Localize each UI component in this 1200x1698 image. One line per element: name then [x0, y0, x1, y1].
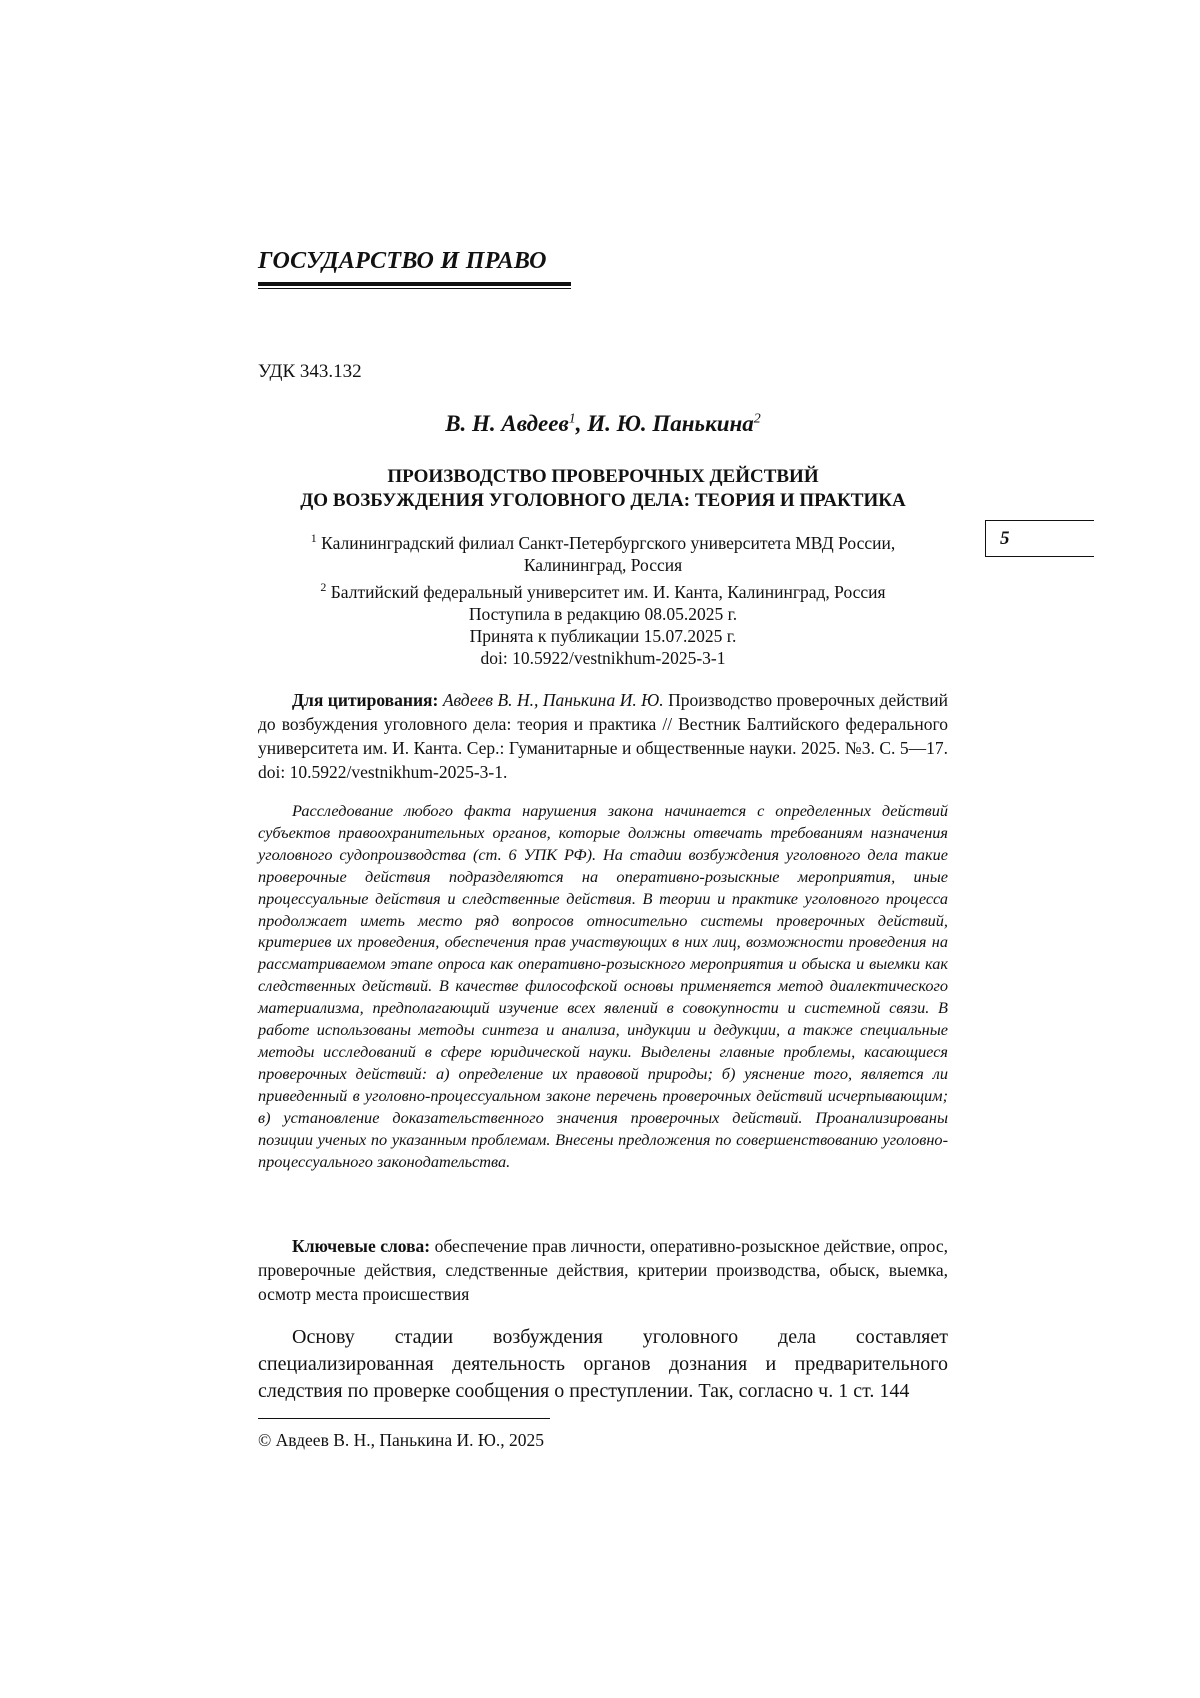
authors-line — [258, 411, 948, 437]
citation-label: Для цитирования: — [292, 690, 439, 710]
accepted-date: Принята к публикации 15.07.2025 г. — [469, 625, 737, 646]
doi: doi: 10.5922/vestnikhum-2025-3-1 — [480, 647, 726, 668]
keywords-text: обеспечение прав личности, оперативно-розыскное действие, опрос, проверочные действия, следственные действия, критерии производства, обыск, выемка, осмотр места происшествия — [258, 1236, 948, 1304]
page-number: 5 — [1000, 528, 1010, 549]
author-affiliation-mark: 1 — [568, 411, 576, 427]
article-title — [258, 465, 948, 513]
received-date: Поступила в редакцию 08.05.2025 г. — [468, 603, 738, 624]
page-number-box — [985, 520, 1094, 557]
author-name: И. Ю. Панькина — [587, 411, 754, 436]
author-name: В. Н. Авдеев — [445, 411, 569, 436]
section-title-underline — [258, 282, 571, 289]
section-title: ГОСУДАРСТВО И ПРАВО — [258, 248, 547, 274]
article-title-line: ДО ВОЗБУЖДЕНИЯ УГОЛОВНОГО ДЕЛА: ТЕОРИЯ И ПРАКТИКА — [300, 490, 906, 511]
author-separator: , — [575, 411, 588, 436]
copyright-notice: © Авдеев В. Н., Панькина И. Ю., 2025 — [258, 1430, 545, 1450]
body-paragraph: Основу стадии возбуждения уголовного дела составляет специализированная деятельность органов дознания и предварительного следствия по проверке сообщения о преступлении. Так, согласно ч. 1 ст. 144 — [258, 1326, 948, 1402]
affiliations — [258, 527, 948, 669]
article-title-line: ПРОИЗВОДСТВО ПРОВЕРОЧНЫХ ДЕЙСТВИЙ — [387, 466, 819, 487]
footnote-divider — [258, 1418, 550, 1419]
affiliation-1-city: Калининград, Россия — [523, 554, 683, 575]
citation-block — [258, 688, 948, 784]
affiliation-1: $^1$ Калининградский филиал Санкт-Петербургского университета МВД России, — [310, 531, 896, 553]
citation-authors: Авдеев В. Н., Панькина И. Ю. — [442, 690, 664, 710]
citation-text: Производство проверочных действий до возбуждения уголовного дела: теория и практика // Вестник Балтийского федерального университета им. И. Канта. Сер.: Гуманитарные и общественные науки. 2025. №3. С. 5—17. doi: 10.5922/vestnikhum-2025-3-1. — [258, 690, 949, 782]
keywords-label: Ключевые слова: — [292, 1236, 431, 1256]
author-affiliation-mark: 2 — [753, 411, 761, 427]
keywords-block — [258, 1234, 948, 1306]
udk-code: УДК 343.132 — [258, 361, 362, 382]
abstract: Расследование любого факта нарушения закона начинается с определенных действий субъектов правоохранительных органов, которые должны отвечать требованиям назначения уголовного судопроизводства (ст. 6 УПК РФ). На стадии возбуждения уголовного дела такие проверочные действия подразделяются на оперативно-розыскные мероприятия, иные процессуальные действия и следственные действия. В теории и практике уголовного процесса продолжает иметь место ряд вопросов относительно системы проверочных действий, критериев их проведения, обеспечения прав участвующих в них лиц, возможности проведения на рассматриваемом этапе опроса как оперативно-розыскного мероприятия и обыска и выемки как следственных действий. В качестве философской основы применяется метод диалектического материализма, предполагающий изучение всех явлений в совокупности и системной связи. В работе использованы методы синтеза и анализа, индукции и дедукции, а также специальные методы исследований в сфере юридической науки. Выделены главные проблемы, касающиеся проверочных действий: а) определение их правовой природы; б) уяснение того, является ли приведенный в уголовно-процессуальном законе перечень проверочных действий исчерпывающим; в) установление доказательственного значения проверочных действий. Проанализированы позиции ученых по указанным проблемам. Внесены предложения по совершенствованию уголовно-процессуального законодательства. — [258, 801, 948, 1171]
affiliation-2: $^2$ Балтийский федеральный университет им. И. Канта, Калининград, Россия — [320, 579, 886, 602]
